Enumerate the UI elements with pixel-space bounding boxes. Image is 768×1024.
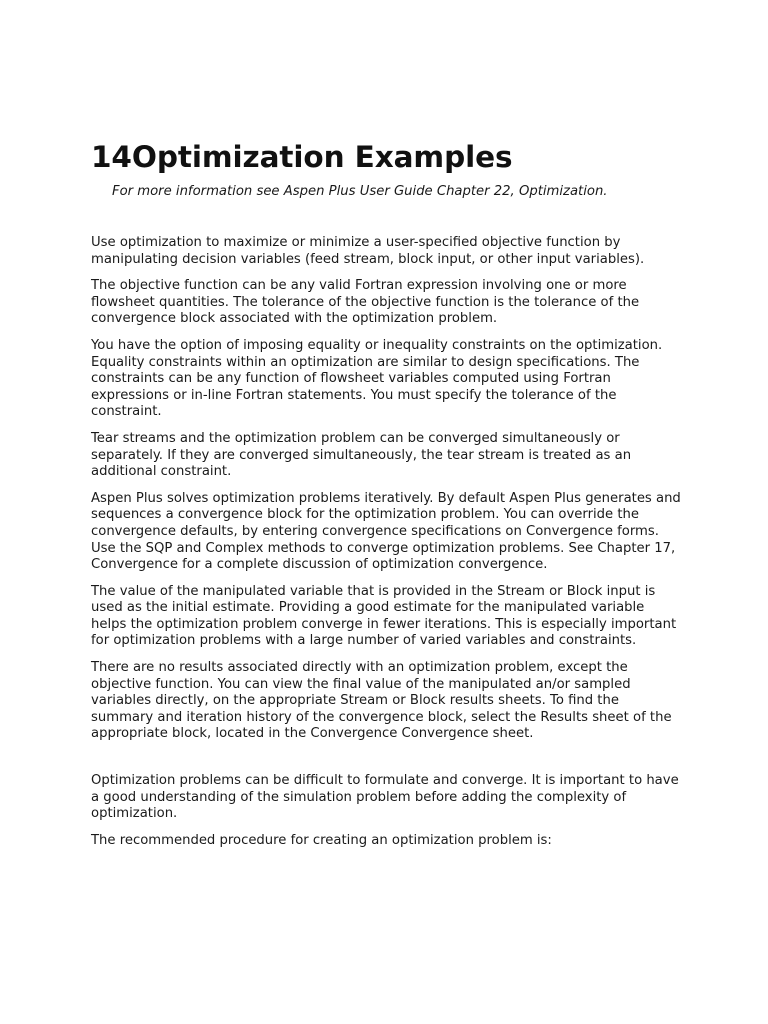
paragraph-intro: Use optimization to maximize or minimize a user-specified objective function by manipulating decision variables (feed stream, block input, or other input variables). xyxy=(91,235,645,267)
paragraph-iterative-solving: Aspen Plus solves optimization problems iteratively. By default Aspen Plus generates and sequences a convergence block for the optimization problem. You can override the convergence defaults, by entering convergence specifications on Convergence forms. Use the SQP and Complex methods to converge optimization problems. See Chapter 17, Convergence for a complete discussion of optimization convergence. xyxy=(91,490,681,573)
body-text xyxy=(91,235,681,849)
reference-note: For more information see Aspen Plus User Guide Chapter 22, Optimization. xyxy=(112,184,608,199)
paragraph-tear-streams: Tear streams and the optimization problem can be converged simultaneously or separately. If they are converged simultaneously, the tear stream is treated as an additional constraint. xyxy=(91,430,632,480)
paragraph-procedure-intro: The recommended procedure for creating an optimization problem is: xyxy=(91,832,552,848)
paragraph-constraints: You have the option of imposing equality or inequality constraints on the optimization. Equality constraints within an optimization are similar to design specifications. The constraints can be any function of flowsheet variables computed using Fortran expressions or in-line Fortran statements. You must specify the tolerance of the constraint. xyxy=(91,337,663,420)
paragraph-objective-function: The objective function can be any valid Fortran expression involving one or more flowsheet quantities. The tolerance of the objective function is the tolerance of the convergence block associated with the optimization problem. xyxy=(91,278,640,327)
paragraph-results: There are no results associated directly with an optimization problem, except the objective function. You can view the final value of the manipulated an/or sampled variables directly, on the appropriate Stream or Block results sheets. To find the summary and iteration history of the convergence block, select the Results sheet of the appropriate block, located in the Convergence Convergence sheet. xyxy=(91,660,672,742)
chapter-heading: 14Optimization Examples xyxy=(91,140,513,174)
paragraph-difficulty: Optimization problems can be difficult to formulate and converge. It is important to have a good understanding of the simulation problem before adding the complexity of optimization. xyxy=(91,773,679,822)
paragraph-initial-estimate: The value of the manipulated variable that is provided in the Stream or Block input is used as the initial estimate. Providing a good estimate for the manipulated variable helps the optimization problem converge in fewer iterations. This is especially important for optimization problems with a large number of varied variables and constraints. xyxy=(91,583,677,649)
document-content xyxy=(91,139,681,859)
